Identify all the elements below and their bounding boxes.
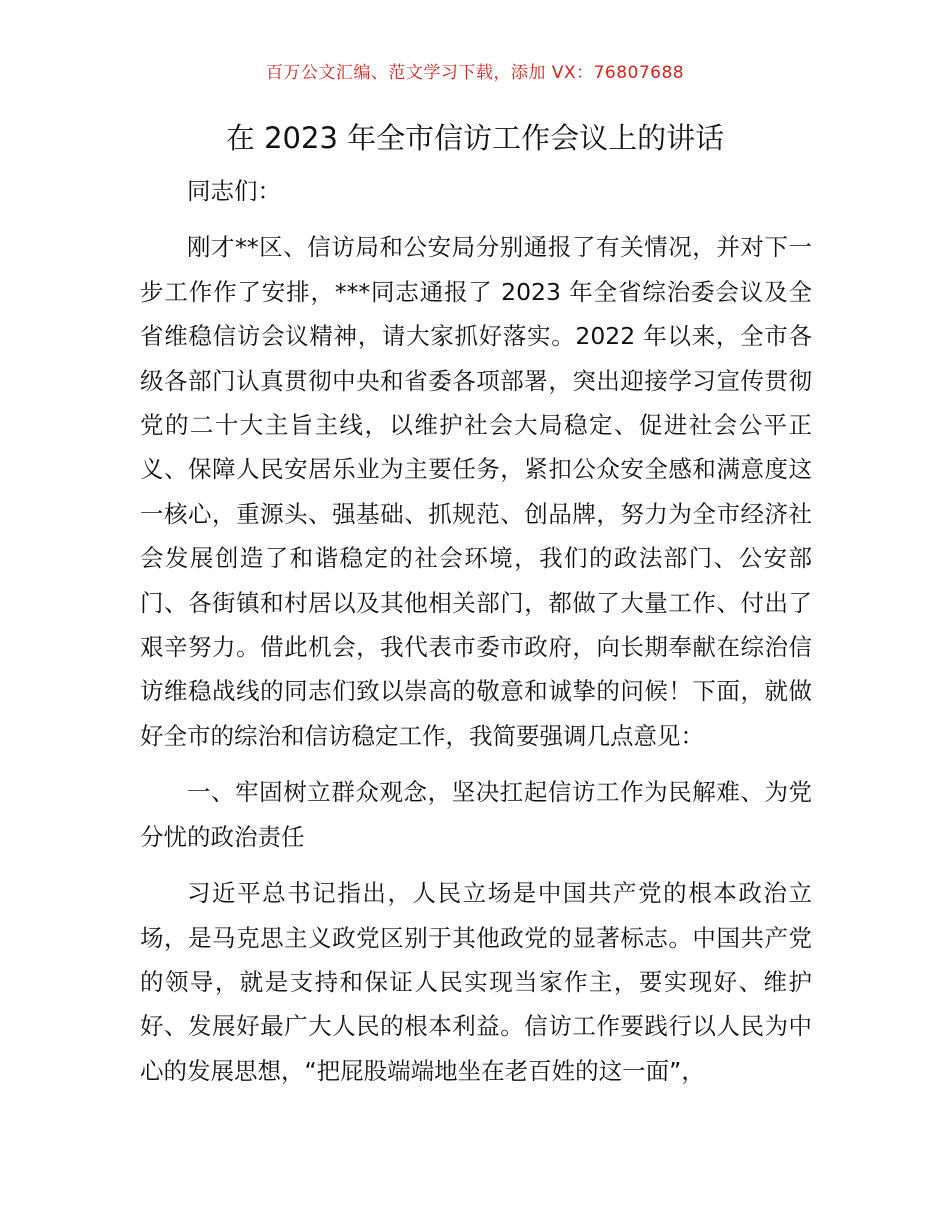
document-body	[140, 169, 812, 1105]
salutation: 同志们：	[187, 177, 281, 205]
section-heading: 一、牢固树立群众观念，坚决扛起信访工作为民解难、为党分忧的政治责任	[140, 778, 812, 851]
section-paragraph: 习近平总书记指出，人民立场是中国共产党的根本政治立场，是马克思主义政党区别于其他政党的显著标志。中国共产党的领导，就是支持和保证人民实现当家作主，要实现好、维护好、发展好最广大人民的根本利益。信访工作要践行以人民为中心的发展思想，“把屁股端端地坐在老百姓的这一面”，	[140, 879, 812, 1085]
page-title: 在 2023 年全市信访工作会议上的讲话	[225, 121, 725, 155]
watermark-header: 百万公文汇编、范文学习下载，添加 VX：76807688	[265, 63, 685, 83]
body-paragraph: 刚才**区、信访局和公安局分别通报了有关情况，并对下一步工作作了安排，***同志通报了 2023 年全省综治委会议及全省维稳信访会议精神，请大家抓好落实。2022 年以来，全市各级各部门认真贯彻中央和省委各项部署，突出迎接学习宣传贯彻党的二十大主旨主线，以维护社会大局稳定、促进社会公平正义、保障人民安居乐业为主要任务，紧扣公众安全感和满意度这一核心，重源头、强基础、抓规范、创品牌，努力为全市经济社会发展创造了和谐稳定的社会环境，我们的政法部门、公安部门、各街镇和村居以及其他相关部门，都做了大量工作、付出了艰辛努力。借此机会，我代表市委市政府，向长期奉献在综治信访维稳战线的同志们致以崇高的敬意和诚挚的问候！下面，就做好全市的综治和信访稳定工作，我简要强调几点意见：	[140, 233, 812, 750]
